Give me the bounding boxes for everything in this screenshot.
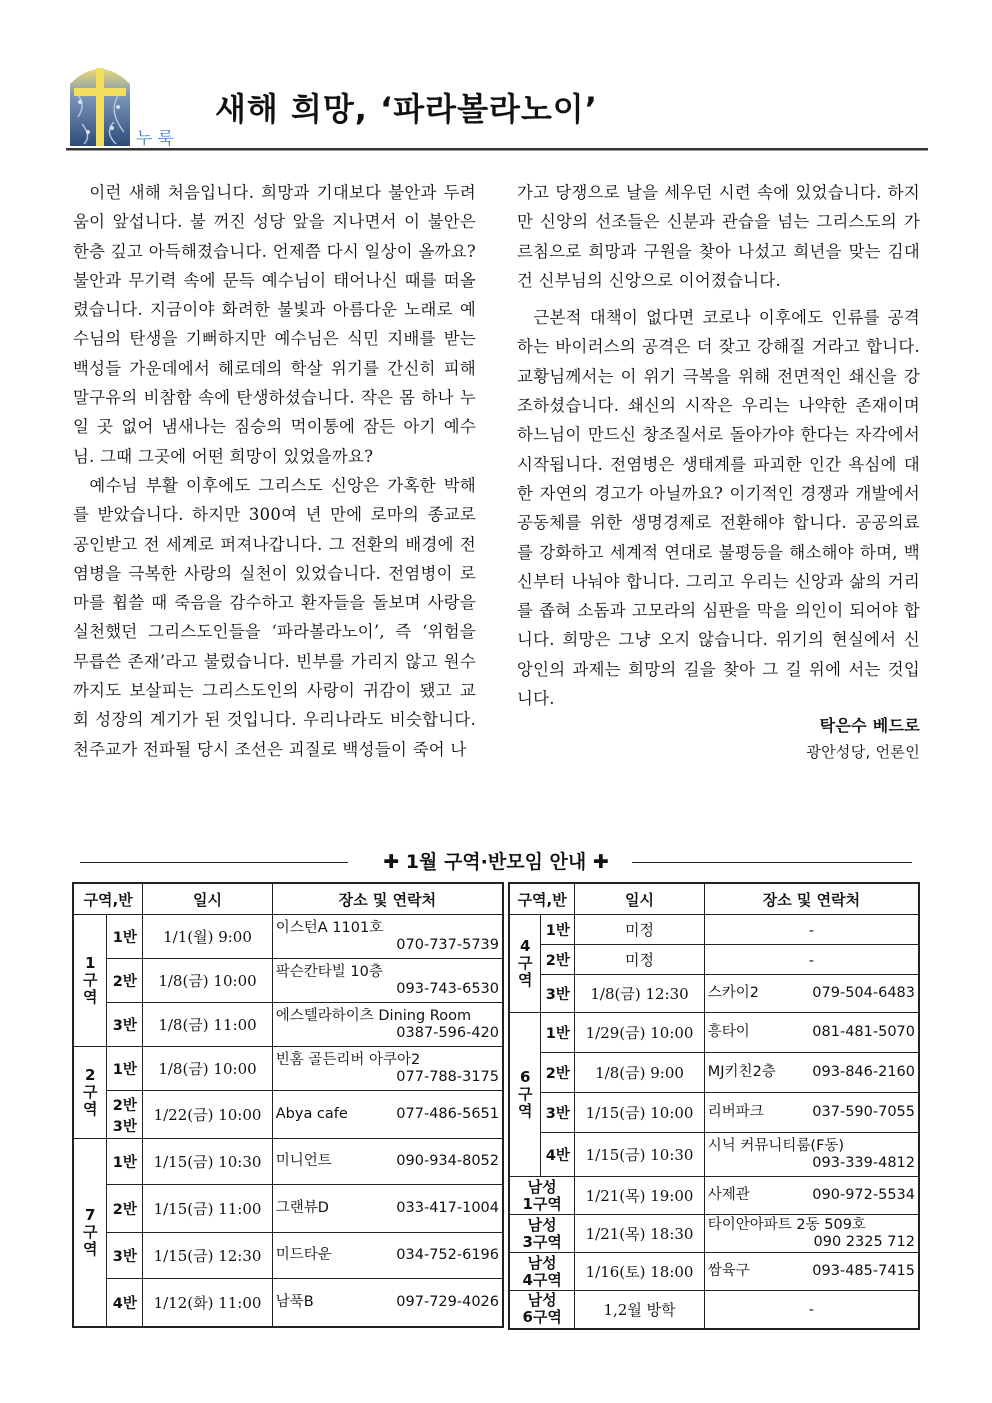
table-row xyxy=(73,1185,503,1233)
table-row xyxy=(509,1177,919,1215)
header-zone: 구역,반 xyxy=(509,883,575,915)
band-cell: 4반 xyxy=(107,1279,143,1327)
zone-cell: 7 구 역 xyxy=(73,1139,107,1327)
band-cell: 3반 xyxy=(541,975,575,1013)
place-cell xyxy=(272,1139,503,1185)
header-place: 장소 및 연락처 xyxy=(704,883,919,915)
place-phone: 093-743-6530 xyxy=(396,980,499,997)
place-cell xyxy=(272,1091,503,1139)
zone-cell: 2 구 역 xyxy=(73,1047,107,1139)
header-divider xyxy=(66,148,928,151)
date-cell: 1/21(목) 19:00 xyxy=(575,1177,704,1215)
band-cell: 2반 xyxy=(541,945,575,975)
place-phone: 097-729-4026 xyxy=(396,1293,499,1310)
place-phone: 090-972-5534 xyxy=(812,1187,915,1203)
place-line xyxy=(276,1294,499,1311)
schedule-table-right xyxy=(508,882,920,1330)
place-phone: 081-481-5070 xyxy=(812,1024,915,1040)
nurook-logo xyxy=(68,62,132,146)
date-cell: 1/8(금) 10:00 xyxy=(143,959,272,1003)
men-zone-cell: 남성 1구역 xyxy=(509,1177,575,1215)
place-cell xyxy=(272,915,503,959)
table-row xyxy=(509,975,919,1013)
date-cell: 1/15(금) 12:30 xyxy=(143,1233,272,1279)
place-name: 그랜뷰D xyxy=(275,1200,329,1216)
place-phone: 077-486-5651 xyxy=(396,1106,499,1122)
table-row xyxy=(73,1139,503,1185)
table-row xyxy=(509,945,919,975)
place-name: 시닉 커뮤니티룸(F동) xyxy=(707,1137,845,1154)
place-cell xyxy=(704,1177,919,1215)
section-label: 누룩 xyxy=(136,129,179,149)
zone-cell: 1 구 역 xyxy=(73,915,107,1047)
place-cell xyxy=(704,1133,919,1177)
date-cell: 1/21(목) 18:30 xyxy=(575,1215,704,1253)
date-cell: 1/29(금) 10:00 xyxy=(575,1013,704,1053)
table-row xyxy=(509,915,919,945)
date-cell: 1/8(금) 10:00 xyxy=(143,1047,272,1091)
band-cell: 2반 xyxy=(107,959,143,1003)
heading-rule-right xyxy=(632,862,912,863)
place-cell xyxy=(704,1093,919,1133)
place-name: 빈홈 골든리버 아쿠아2 xyxy=(275,1051,421,1068)
date-cell: 1/15(금) 11:00 xyxy=(143,1185,272,1233)
men-zone-cell: 남성 6구역 xyxy=(509,1291,575,1329)
place-line xyxy=(276,1106,499,1123)
table-row xyxy=(509,1093,919,1133)
byline xyxy=(517,713,920,765)
date-cell: 1/12(화) 11:00 xyxy=(143,1279,272,1327)
place-line xyxy=(708,1064,915,1081)
place-name: 타이안아파트 2동 509호 xyxy=(707,1216,866,1233)
article-paragraph: 가고 당쟁으로 날을 세우던 시련 속에 있었습니다. 하지만 신앙의 선조들은 신분과 관습을 넘는 그리스도의 가르침으로 희망과 구원을 찾아 나섰고 희년을 맞는 김대건 신부님의 신앙으로 이어졌습니다. xyxy=(517,183,920,290)
table-row xyxy=(509,1013,919,1053)
place-name: 에스텔라하이츠 Dining Room xyxy=(275,1007,472,1024)
cross-window-icon xyxy=(68,62,132,146)
article-paragraph: 근본적 대책이 없다면 코로나 이후에도 인류를 공격하는 바이러스의 공격은 더 잦고 강해질 거라고 합니다. 교황님께서는 이 위기 극복을 위해 전면적인 쇄신을 강조하셨습니다. 쇄신의 시작은 우리는 나약한 존재이며 하느님이 만드신 창조질서로 돌아가야 한다는 자각에서 시작됩니다. 전염병은 생태계를 파괴한 인간 욕심에 대한 자연의 경고가 아닐까요? 이기적인 경쟁과 개발에서 공동체를 위한 생명경제로 전환해야 합니다. 공공의료를 강화하고 세계적 연대로 불평등을 해소해야 하며, 백신부터 나눠야 합니다. 그리고 우리는 신앙과 삶의 거리를 좁혀 소돔과 고모라의 심판을 막을 의인이 되어야 합니다. 희망은 그냥 오지 않습니다. 위기의 현실에서 신앙인의 과제는 희망의 길을 찾아 그 길 위에 서는 것입니다. xyxy=(517,308,920,709)
place-phone: 090 2325 712 xyxy=(813,1233,915,1250)
date-cell: 1/8(금) 12:30 xyxy=(575,975,704,1013)
band-cell: 1반 xyxy=(107,1047,143,1091)
page-title: 새해 희망, ‘파라볼라노이’ xyxy=(215,90,598,128)
table-row xyxy=(509,1215,919,1253)
men-zone-cell: 남성 4구역 xyxy=(509,1253,575,1291)
place-cell: - xyxy=(704,1291,919,1329)
band-cell: 2반 xyxy=(107,1185,143,1233)
place-cell xyxy=(704,1013,919,1053)
table-row xyxy=(509,1133,919,1177)
header-zone: 구역,반 xyxy=(73,883,143,915)
band-cell: 1반 xyxy=(107,1139,143,1185)
place-phone: 033-417-1004 xyxy=(396,1200,499,1216)
band-cell: 3반 xyxy=(541,1093,575,1133)
band-cell: 2반 3반 xyxy=(107,1091,143,1139)
place-cell xyxy=(272,1185,503,1233)
place-name: 팍슨칸타빌 10층 xyxy=(275,963,383,980)
header-place: 장소 및 연락처 xyxy=(272,883,503,915)
article-right-column xyxy=(517,178,920,765)
place-phone: 093-339-4812 xyxy=(812,1154,915,1171)
place-name: Abya cafe xyxy=(275,1106,348,1122)
place-line xyxy=(708,985,915,1002)
band-cell: 1반 xyxy=(541,915,575,945)
place-phone: 034-752-6196 xyxy=(396,1247,499,1263)
place-phone: 037-590-7055 xyxy=(812,1104,915,1120)
place-cell xyxy=(704,1253,919,1291)
date-cell: 1/16(토) 18:00 xyxy=(575,1253,704,1291)
zone-cell: 4 구 역 xyxy=(509,915,541,1013)
date-cell: 1/15(금) 10:30 xyxy=(143,1139,272,1185)
place-name: 흥타이 xyxy=(707,1024,750,1040)
band-cell: 4반 xyxy=(541,1133,575,1177)
place-cell xyxy=(272,1047,503,1091)
date-cell: 1/15(금) 10:00 xyxy=(575,1093,704,1133)
place-phone: 070-737-5739 xyxy=(396,936,499,953)
table-row xyxy=(73,1047,503,1091)
place-name: MJ키친2층 xyxy=(707,1064,776,1080)
place-cell xyxy=(272,1233,503,1279)
schedule-title-text: 1월 구역·반모임 안내 xyxy=(405,851,587,873)
band-cell: 2반 xyxy=(541,1053,575,1093)
header-date: 일시 xyxy=(575,883,704,915)
place-name: 미드타운 xyxy=(275,1247,332,1263)
header-date: 일시 xyxy=(143,883,272,915)
place-phone: 093-485-7415 xyxy=(812,1263,915,1279)
author-org: 광안성당, 언론인 xyxy=(806,743,920,762)
place-name: 이스턴A 1101호 xyxy=(275,919,384,936)
place-cell xyxy=(704,975,919,1013)
band-cell: 3반 xyxy=(107,1233,143,1279)
table-header-row xyxy=(73,883,503,915)
date-cell: 1/1(월) 9:00 xyxy=(143,915,272,959)
table-row xyxy=(73,1003,503,1047)
place-cell xyxy=(704,1215,919,1253)
article-paragraph: 예수님 부활 이후에도 그리스도 신앙은 가혹한 박해를 받았습니다. 하지만 300여 년 만에 로마의 종교로 공인받고 전 세계로 퍼져나갑니다. 그 전환의 배경에 전염병을 극복한 사랑의 실천이 있었습니다. 전염병이 로마를 휩쓸 때 죽음을 감수하고 환자들을 돌보며 사랑을 실천했던 그리스도인들을 ‘파라볼라노이’, 즉 ‘위험을 무릅쓴 존재’라고 불렀습니다. 빈부를 가리지 않고 원수까지도 보살피는 그리스도인의 사랑이 귀감이 됐고 교회 성장의 계기가 된 것입니다. 우리나라도 비슷합니다. 천주교가 전파될 당시 조선은 괴질로 백성들이 죽어 나 xyxy=(73,475,476,759)
zone-cell: 6 구 역 xyxy=(509,1013,541,1177)
table-row xyxy=(509,1253,919,1291)
place-name: 남푹B xyxy=(275,1293,314,1310)
place-name: 리버파크 xyxy=(707,1104,764,1120)
place-name: 스카이2 xyxy=(707,985,760,1001)
place-phone: 090-934-8052 xyxy=(396,1153,499,1169)
band-cell: 3반 xyxy=(107,1003,143,1047)
place-cell xyxy=(704,1053,919,1093)
place-line xyxy=(708,1187,915,1204)
place-line xyxy=(708,1263,915,1280)
place-phone: 079-504-6483 xyxy=(812,985,915,1001)
date-cell: 1,2월 방학 xyxy=(575,1291,704,1329)
place-cell xyxy=(272,1003,503,1047)
schedule-title: ✚ 1월 구역·반모임 안내 ✚ xyxy=(383,851,609,873)
table-row xyxy=(73,1279,503,1327)
place-name: 미니언트 xyxy=(275,1153,332,1169)
author-name: 탁은수 베드로 xyxy=(819,716,920,736)
article-paragraph: 이런 새해 처음입니다. 희망과 기대보다 불안과 두려움이 앞섭니다. 불 꺼진 성당 앞을 지나면서 이 불안은 한층 깊고 아득해졌습니다. 언제쯤 다시 일상이 올까요? 불안과 무기력 속에 문득 예수님이 태어나신 때를 떠올렸습니다. 지금이야 화려한 불빛과 아름다운 노래로 예수님의 탄생을 기뻐하지만 예수님은 식민 지배를 받는 백성들 가운데에서 헤로데의 학살 위기를 간신히 피해 말구유의 비참함 속에 탄생하셨습니다. 작은 몸 하나 누일 곳 없어 냄새나는 짐승의 먹이통에 잠든 아기 예수님. 그때 그곳에 어떤 희망이 있었을까요? xyxy=(73,183,476,466)
place-name: 쌈육구 xyxy=(707,1263,750,1279)
place-line xyxy=(276,1153,499,1170)
place-phone: 093-846-2160 xyxy=(812,1064,915,1080)
article-left-column xyxy=(73,178,476,764)
table-row xyxy=(73,915,503,959)
band-cell: 1반 xyxy=(107,915,143,959)
schedule-table-left xyxy=(72,882,504,1328)
date-cell: 1/8(금) 9:00 xyxy=(575,1053,704,1093)
place-line xyxy=(708,1024,915,1041)
place-name: 사제관 xyxy=(707,1187,750,1203)
place-line xyxy=(708,1104,915,1121)
date-cell: 미정 xyxy=(575,945,704,975)
table-row xyxy=(73,1091,503,1139)
place-cell xyxy=(272,959,503,1003)
men-zone-cell: 남성 3구역 xyxy=(509,1215,575,1253)
band-cell: 1반 xyxy=(541,1013,575,1053)
date-cell: 1/15(금) 10:30 xyxy=(575,1133,704,1177)
place-line xyxy=(276,1200,499,1217)
place-cell xyxy=(272,1279,503,1327)
date-cell: 1/22(금) 10:00 xyxy=(143,1091,272,1139)
place-cell: - xyxy=(704,945,919,975)
table-row xyxy=(509,1053,919,1093)
place-line xyxy=(276,1247,499,1264)
date-cell: 1/8(금) 11:00 xyxy=(143,1003,272,1047)
place-phone: 0387-596-420 xyxy=(396,1024,499,1041)
place-phone: 077-788-3175 xyxy=(396,1068,499,1085)
table-header-row xyxy=(509,883,919,915)
date-cell: 미정 xyxy=(575,915,704,945)
table-row xyxy=(73,959,503,1003)
place-cell: - xyxy=(704,915,919,945)
table-row xyxy=(509,1291,919,1329)
schedule-heading xyxy=(80,848,912,878)
table-row xyxy=(73,1233,503,1279)
